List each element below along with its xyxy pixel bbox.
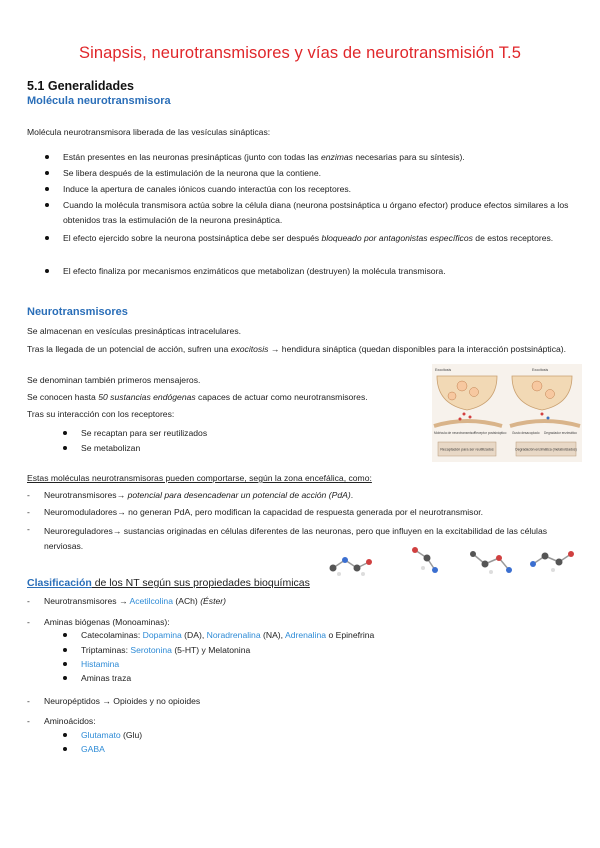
section-heading: 5.1 Generalidades xyxy=(27,79,135,93)
molecule-model xyxy=(530,551,574,572)
figure-label: Receptor postsináptico xyxy=(474,431,507,435)
list-item: - Aminas biógenas (Monoaminas): xyxy=(27,617,170,627)
bullet-icon xyxy=(63,648,67,652)
neuro-paragraph: Se denominan también primeros mensajeros. xyxy=(27,375,201,385)
vesicle xyxy=(546,390,555,399)
bullet-icon xyxy=(63,733,67,737)
vesicle xyxy=(448,392,456,400)
behaviour-heading: Estas moléculas neurotransmisoras pueden comportarse, según la zona encefálica, como: xyxy=(27,473,372,483)
list-item: Histamina xyxy=(63,657,563,672)
molecule-model xyxy=(412,547,438,573)
bullet-icon xyxy=(45,171,49,175)
list-item: Cuando la molécula transmisora actúa sobre la célula diana (neurona postsináptica u órgano efector) produce efectos similares a los obtenidos tras la estimulación de la neurona presináptica. xyxy=(45,198,575,228)
bullet-icon xyxy=(45,155,49,159)
list-item: Aminas traza xyxy=(63,671,563,686)
bullet-icon xyxy=(63,446,67,450)
bullet-icon xyxy=(45,269,49,273)
vesicle xyxy=(457,381,467,391)
bullet-icon xyxy=(63,431,67,435)
list-item: Glutamato (Glu) xyxy=(63,728,563,743)
list-item: - Neuromoduladores→ no generan PdA, pero modifican la capacidad de respuesta generada por el neurotransmisor. xyxy=(27,507,484,517)
vesicle xyxy=(532,381,542,391)
list-item: Se libera después de la estimulación de la neurona que la contiene. xyxy=(45,166,575,181)
synapse-figure xyxy=(432,364,582,462)
bullet-icon xyxy=(63,662,67,666)
list-item: - Neuroreguladores→ sustancias originadas en células diferentes de las neuronas, pero que influyen en la excitabilidad de las células nerviosas. xyxy=(27,524,548,551)
list-item: - Neurotransmisores → Acetilcolina (ACh) (Éster) xyxy=(27,596,226,606)
molecule-intro: Molécula neurotransmisora liberada de las vesículas sinápticas: xyxy=(27,127,271,137)
list-item: Están presentes en las neuronas presinápticas (junto con todas las enzimas necesarias para su síntesis). xyxy=(45,150,575,165)
molecule-model xyxy=(470,551,512,574)
molecule-model xyxy=(330,557,373,576)
molecule-heading: Molécula neurotransmisora xyxy=(27,95,171,107)
figure-label: Degradador enzimático xyxy=(544,431,577,435)
list-item: - Neurotransmisores→ potencial para desencadenar un potencial de acción (PdA). xyxy=(27,490,354,500)
list-item: - Aminoácidos: xyxy=(27,716,96,726)
neurotransmisores-heading: Neurotransmisores xyxy=(27,306,128,318)
list-item: - Neuropéptidos → Opioides y no opioides xyxy=(27,696,201,706)
list-item: El efecto ejercido sobre la neurona postsináptica debe ser después bloqueado por antagonistas específicos de estos receptores. xyxy=(45,231,575,261)
figure-label: Gusto desacoplado xyxy=(512,431,540,435)
caption-box-text: Recaptación para ser reutilizados xyxy=(440,447,494,452)
vesicle xyxy=(470,388,479,397)
neuro-paragraph: Se conocen hasta 50 sustancias endógenas capaces de actuar como neurotransmisores. xyxy=(27,392,368,402)
list-item: Catecolaminas: Dopamina (DA), Noradrenalina (NA), Adrenalina o Epinefrina xyxy=(63,628,563,643)
document-title: Sinapsis, neurotransmisores y vías de neurotransmisión T.5 xyxy=(78,44,522,62)
list-item: Induce la apertura de canales iónicos cuando interactúa con los receptores. xyxy=(45,182,575,197)
figure-label: Molécula de neurotransmisor xyxy=(434,431,476,435)
molecule-models-image xyxy=(323,540,583,590)
neuro-paragraph: Se almacenan en vesículas presinápticas intracelulares. xyxy=(27,326,242,336)
neuro-paragraph: Tras su interacción con los receptores: xyxy=(27,409,175,419)
bullet-icon xyxy=(63,633,67,637)
list-item: Triptaminas: Serotonina (5-HT) y Melatonina xyxy=(63,643,563,658)
bullet-icon xyxy=(63,676,67,680)
bullet-icon xyxy=(63,747,67,751)
bullet-icon xyxy=(45,203,49,207)
clasificacion-heading: Clasificación de los NT según sus propiedades bioquímicas xyxy=(27,577,310,589)
list-item: Se metabolizan xyxy=(63,441,363,456)
list-item: El efecto finaliza por mecanismos enzimáticos que metabolizan (destruyen) la molécula transmisora. xyxy=(45,264,575,279)
neuro-paragraph: Tras la llegada de un potencial de acción, sufren una exocitosis → hendidura sináptica (quedan disponibles para la interacción postsináptica). xyxy=(27,344,567,354)
bullet-icon xyxy=(45,236,49,240)
caption-box-text: Degradación enzimática (metabolizados) xyxy=(515,447,577,452)
list-item: Se recaptan para ser reutilizados xyxy=(63,426,363,441)
figure-label: Exocitosis xyxy=(435,368,452,372)
figure-label: Exocitosis xyxy=(532,368,549,372)
bullet-icon xyxy=(45,187,49,191)
list-item: GABA xyxy=(63,742,563,757)
